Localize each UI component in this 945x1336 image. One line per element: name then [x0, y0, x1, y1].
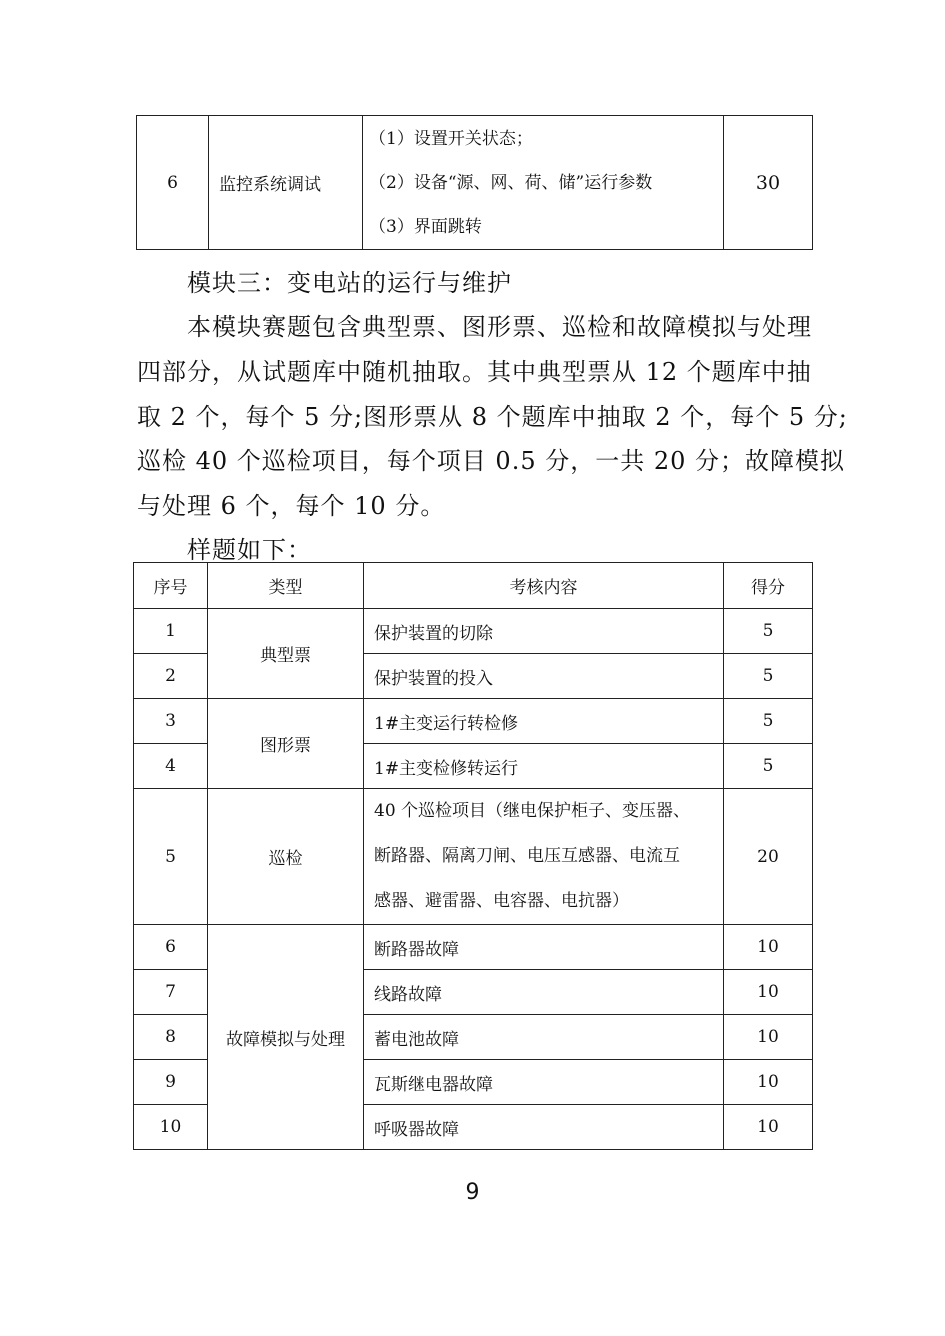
row-number: 8 [134, 1015, 208, 1060]
row-content: 瓦斯继电器故障 [364, 1060, 724, 1105]
content-line: （3）界面跳转 [369, 216, 482, 237]
row-score: 30 [724, 116, 813, 250]
row-score: 10 [724, 1015, 813, 1060]
content-line: （2）设备“源、网、荷、储”运行参数 [369, 172, 653, 193]
content-line: 40 个巡检项目（继电保护柜子、变压器、 [374, 801, 691, 821]
row-number: 5 [134, 789, 208, 925]
module-heading: 模块三：变电站的运行与维护 [187, 269, 512, 297]
row-number: 10 [134, 1105, 208, 1150]
row-type: 巡检 [208, 789, 364, 925]
row-score: 10 [724, 1060, 813, 1105]
table-row [134, 925, 813, 970]
row-score: 5 [724, 654, 813, 699]
row-content: 1#主变运行转检修 [364, 699, 724, 744]
top-table [136, 115, 813, 250]
row-score: 20 [724, 789, 813, 925]
row-content: 线路故障 [364, 970, 724, 1015]
column-header: 类型 [208, 563, 364, 609]
table-row [137, 116, 813, 250]
table-row [134, 609, 813, 654]
row-score: 5 [724, 699, 813, 744]
content-line: 感器、避雷器、电容器、电抗器） [374, 891, 629, 911]
sample-heading: 样题如下： [187, 536, 312, 564]
row-content [363, 116, 724, 250]
row-score: 10 [724, 925, 813, 970]
row-content: 蓄电池故障 [364, 1015, 724, 1060]
row-number: 6 [134, 925, 208, 970]
sample-table [133, 562, 813, 1150]
row-number: 1 [134, 609, 208, 654]
row-number: 7 [134, 970, 208, 1015]
content-line: 断路器、隔离刀闸、电压互感器、电流互 [374, 846, 680, 866]
column-header: 序号 [134, 563, 208, 609]
table-row [134, 789, 813, 925]
row-score: 10 [724, 970, 813, 1015]
column-header: 考核内容 [364, 563, 724, 609]
row-content: 呼吸器故障 [364, 1105, 724, 1150]
row-type: 典型票 [208, 609, 364, 699]
row-score: 10 [724, 1105, 813, 1150]
row-number: 6 [137, 116, 209, 250]
row-content [364, 789, 724, 925]
paragraph-line: 巡检 40 个巡检项目，每个项目 0.5 分，一共 20 分；故障模拟 [137, 447, 846, 475]
table-header-row [134, 563, 813, 609]
paragraph-line: 四部分，从试题库中随机抽取。其中典型票从 12 个题库中抽 [137, 358, 812, 386]
row-number: 3 [134, 699, 208, 744]
row-number: 4 [134, 744, 208, 789]
row-content: 保护装置的投入 [364, 654, 724, 699]
row-number: 2 [134, 654, 208, 699]
row-content: 1#主变检修转运行 [364, 744, 724, 789]
row-type: 监控系统调试 [209, 116, 363, 250]
column-header: 得分 [724, 563, 813, 609]
content-line: （1）设置开关状态； [369, 128, 533, 149]
row-type: 故障模拟与处理 [208, 925, 364, 1150]
row-type: 图形票 [208, 699, 364, 789]
page-number: 9 [465, 1180, 480, 1205]
row-content: 保护装置的切除 [364, 609, 724, 654]
row-content: 断路器故障 [364, 925, 724, 970]
paragraph-line: 与处理 6 个，每个 10 分。 [137, 492, 446, 520]
row-score: 5 [724, 609, 813, 654]
paragraph-line: 本模块赛题包含典型票、图形票、巡检和故障模拟与处理 [187, 313, 812, 341]
paragraph-line: 取 2 个，每个 5 分;图形票从 8 个题库中抽取 2 个，每个 5 分; [137, 403, 848, 431]
row-score: 5 [724, 744, 813, 789]
table-row [134, 699, 813, 744]
row-number: 9 [134, 1060, 208, 1105]
